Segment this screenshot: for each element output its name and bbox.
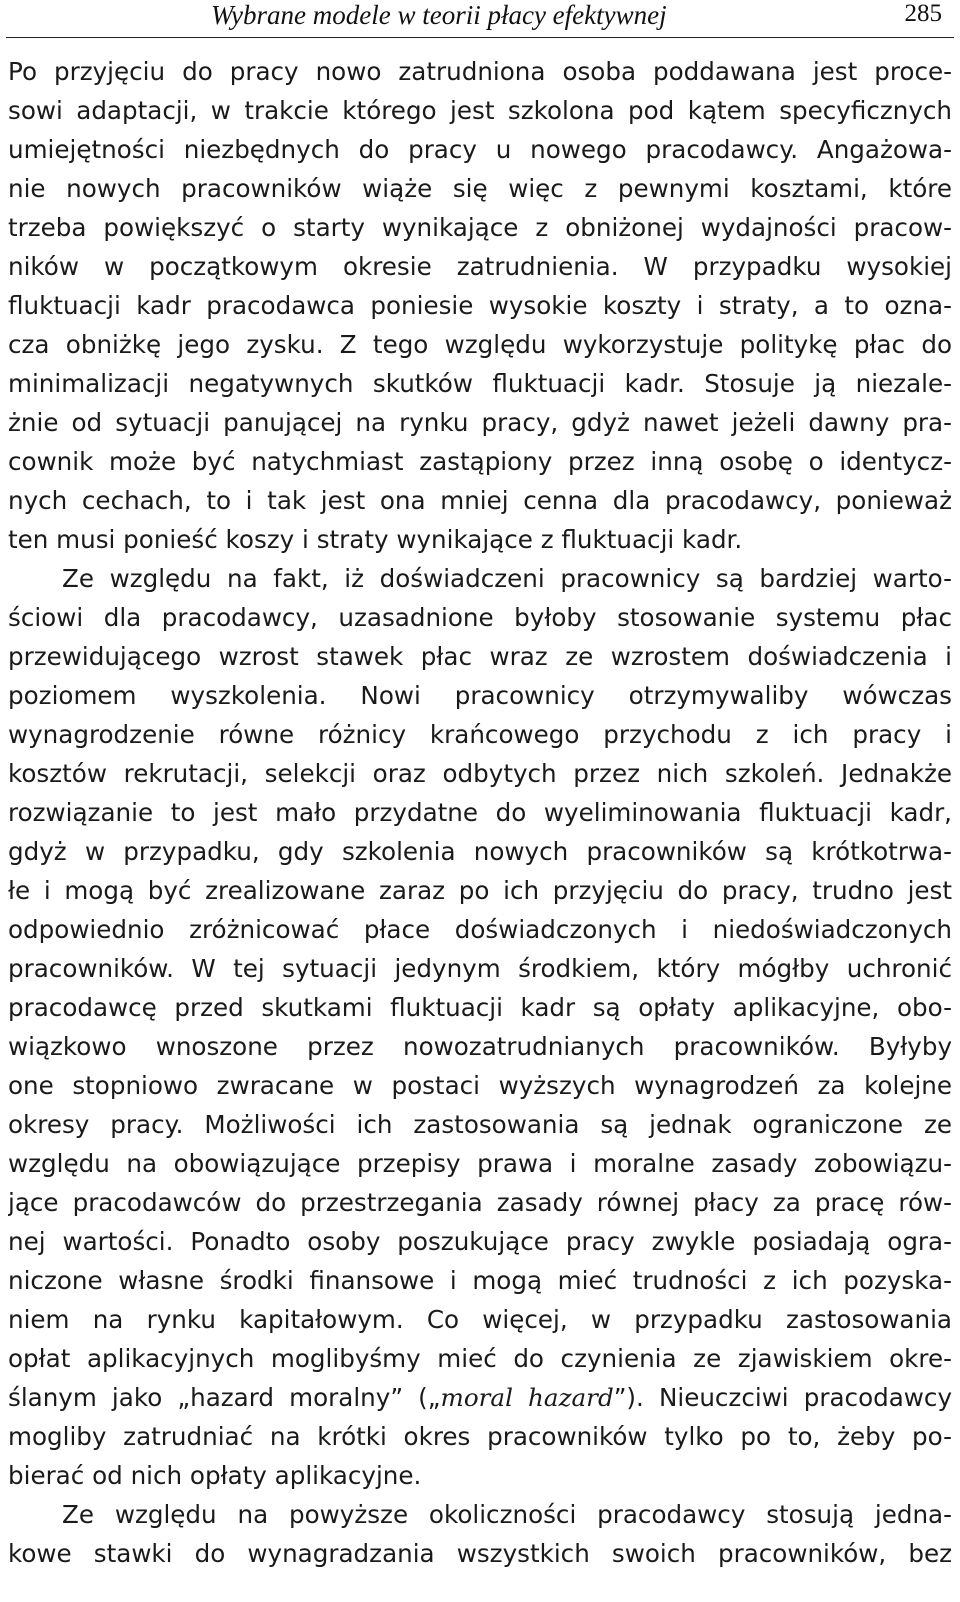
text-line: rozwiązanie to jest mało przydatne do wyeliminowania fluktuacji kadr, — [8, 798, 952, 827]
text-line: pracowników. W tej sytuacji jedynym środkiem, który mógłby uchronić — [8, 954, 952, 983]
text-line: opłat aplikacyjnych moglibyśmy mieć do czynienia ze zjawiskiem okre- — [8, 1344, 952, 1373]
text-line: okresy pracy. Możliwości ich zastosowania są jednak ograniczone ze — [8, 1110, 952, 1139]
text-line: odpowiednio zróżnicować płace doświadczonych i niedoświadczonych — [8, 915, 952, 944]
text-line: ników w początkowym okresie zatrudnienia. W przypadku wysokiej — [8, 252, 952, 281]
text-line: minimalizacji negatywnych skutków fluktuacji kadr. Stosuje ją niezale- — [8, 369, 952, 398]
text-line: kosztów rekrutacji, selekcji oraz odbytych przez nich szkoleń. Jednakże — [8, 759, 952, 788]
text-line: przewidującego wzrost stawek płac wraz ze wzrostem doświadczenia i — [8, 642, 952, 671]
text-line: ściowi dla pracodawcy, uzasadnione byłoby stosowanie systemu płac — [8, 603, 952, 632]
text-line: fluktuacji kadr pracodawca poniesie wysokie koszty i straty, a to ozna- — [8, 291, 952, 320]
text-line: wynagrodzenie równe różnicy krańcowego przychodu z ich pracy i — [8, 720, 952, 749]
text-line: cza obniżkę jego zysku. Z tego względu wykorzystuje politykę płac do — [8, 330, 952, 359]
text-line: nej wartości. Ponadto osoby poszukujące pracy zwykle posiadają ogra- — [8, 1227, 952, 1256]
text-line: wiązkowo wnoszone przez nowozatrudnianych pracowników. Byłyby — [8, 1032, 952, 1061]
text-line: niczone własne środki finansowe i mogą mieć trudności z ich pozyska- — [8, 1266, 952, 1295]
text-line: one stopniowo zwracane w postaci wyższych wynagrodzeń za kolejne — [8, 1071, 952, 1100]
paragraph-first-line: Ze względu na powyższe okoliczności pracodawcy stosują jedna- — [62, 1500, 952, 1529]
body-text — [8, 52, 952, 1573]
text-line: łe i mogą być zrealizowane zaraz po ich przyjęciu do pracy, trudno jest — [8, 876, 952, 905]
text-line: niem na rynku kapitałowym. Co więcej, w przypadku zastosowania — [8, 1305, 952, 1334]
text-line: nie nowych pracowników wiąże się więc z pewnymi kosztami, które — [8, 174, 952, 203]
line-suffix: ”). Nieuczciwi pracodawcy — [613, 1383, 952, 1412]
text-line: trzeba powiększyć o starty wynikające z obniżonej wydajności pracow- — [8, 213, 952, 242]
running-header — [6, 0, 954, 38]
text-line: gdyż w przypadku, gdy szkolenia nowych pracowników są krótkotrwa- — [8, 837, 952, 866]
line-prefix: ślanym jako „hazard moralny” („ — [8, 1383, 441, 1412]
text-line: Po przyjęciu do pracy nowo zatrudniona osoba poddawana jest proce- — [8, 57, 952, 86]
text-line: umiejętności niezbędnych do pracy u nowego pracodawcy. Angażowa- — [8, 135, 952, 164]
paragraph-last-line: bierać od nich opłaty aplikacyjne. — [8, 1461, 422, 1490]
page-number: 285 — [904, 0, 942, 27]
text-line: sowi adaptacji, w trakcie którego jest szkolona pod kątem specyficznych — [8, 96, 952, 125]
text-line: jące pracodawców do przestrzegania zasady równej płacy za pracę rów- — [8, 1188, 952, 1217]
text-line: poziomem wyszkolenia. Nowi pracownicy otrzymywaliby wówczas — [8, 681, 952, 710]
text-line: kowe stawki do wynagradzania wszystkich swoich pracowników, bez — [8, 1539, 952, 1568]
text-line: cownik może być natychmiast zastąpiony przez inną osobę o identycz- — [8, 447, 952, 476]
text-line-with-emphasis — [8, 1378, 952, 1417]
text-line: pracodawcę przed skutkami fluktuacji kadr są opłaty aplikacyjne, obo- — [8, 993, 952, 1022]
paragraph-first-line: Ze względu na fakt, iż doświadczeni pracownicy są bardziej warto- — [62, 564, 952, 593]
running-title: Wybrane modele w teorii płacy efektywnej — [211, 0, 667, 30]
text-line: względu na obowiązujące przepisy prawa i moralne zasady zobowiązu- — [8, 1149, 952, 1178]
text-line: mogliby zatrudniać na krótki okres pracowników tylko po to, żeby po- — [8, 1422, 952, 1451]
emphasized-term: moral hazard — [440, 1383, 614, 1412]
text-line: żnie od sytuacji panującej na rynku pracy, gdyż nawet jeżeli dawny pra- — [8, 408, 952, 437]
text-line: nych cechach, to i tak jest ona mniej cenna dla pracodawcy, ponieważ — [8, 486, 952, 515]
paragraph-last-line: ten musi ponieść koszy i straty wynikające z fluktuacji kadr. — [8, 525, 743, 554]
